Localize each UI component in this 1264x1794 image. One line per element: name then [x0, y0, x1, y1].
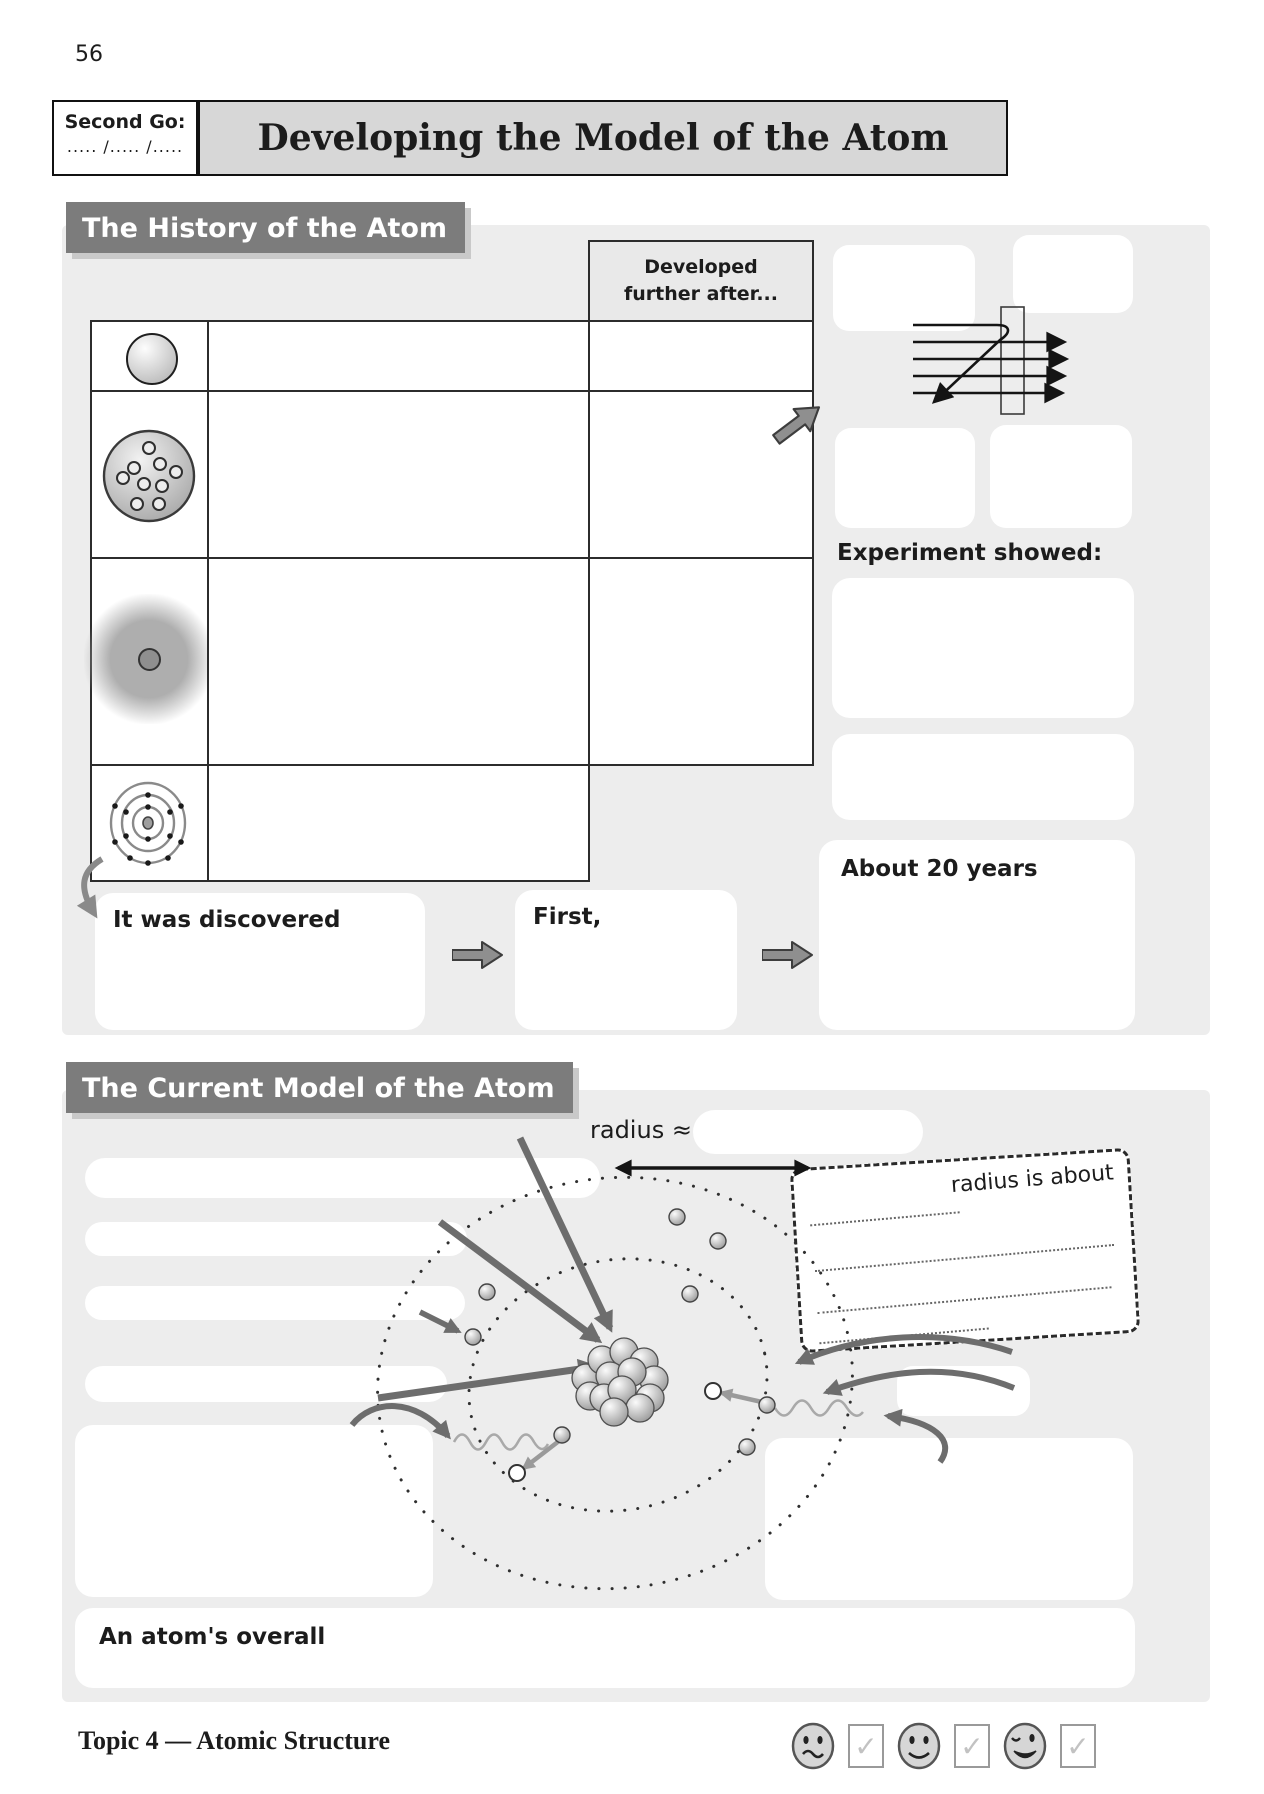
table-cell-desc-1[interactable]: [207, 320, 590, 392]
current-section-title: The Current Model of the Atom: [66, 1062, 573, 1113]
table-cell-desc-4[interactable]: [207, 764, 590, 882]
note-writing-line[interactable]: [815, 1244, 1114, 1272]
table-cell-after-2[interactable]: [588, 390, 814, 559]
experiment-showed-label: Experiment showed:: [837, 540, 1103, 566]
bottom-left-answer-box[interactable]: [75, 1425, 433, 1597]
note-writing-line[interactable]: [819, 1327, 989, 1344]
bohr-model-icon: [92, 766, 207, 880]
page-title-banner: [198, 100, 1008, 176]
nuclear-model-nucleus: [138, 648, 161, 671]
solid-sphere-model-icon: [126, 333, 178, 385]
note-writing-line[interactable]: [810, 1211, 960, 1226]
label-blank-3[interactable]: [85, 1286, 465, 1320]
answer-box-mid-right[interactable]: [990, 425, 1132, 528]
table-cell-model-1: [90, 320, 209, 392]
table-cell-after-3[interactable]: [588, 557, 814, 766]
second-go-label: Second Go:: [64, 111, 186, 133]
label-blank-1[interactable]: [85, 1158, 600, 1198]
about-20-years-label: About 20 years: [841, 856, 1038, 882]
unhappy-checkbox[interactable]: ✓: [848, 1724, 884, 1768]
flow-box-about-20-years[interactable]: [819, 840, 1135, 1030]
overall-charge-label: An atom's overall: [99, 1624, 326, 1650]
happy-checkbox[interactable]: ✓: [1060, 1724, 1096, 1768]
table-cell-desc-3[interactable]: [207, 557, 590, 766]
table-header-line1: Developed: [644, 256, 758, 279]
label-blank-2[interactable]: [85, 1222, 467, 1256]
page-number: 56: [75, 42, 103, 67]
table-cell-model-2: [90, 390, 209, 559]
note-writing-line[interactable]: [818, 1286, 1112, 1314]
label-blank-4[interactable]: [85, 1366, 447, 1402]
small-right-blank[interactable]: [897, 1366, 1030, 1416]
flow-box-discovered[interactable]: [95, 893, 425, 1030]
flow-box-discovered-label: It was discovered: [113, 907, 341, 933]
table-cell-model-4: [90, 764, 209, 882]
table-cell-after-1[interactable]: [588, 320, 814, 392]
table-cell-model-3: [90, 557, 209, 766]
flow-box-first-label: First,: [533, 904, 602, 930]
table-header-line2: further after...: [623, 283, 778, 305]
page-title: Developing the Model of the Atom: [257, 117, 949, 159]
bottom-right-answer-box[interactable]: [765, 1438, 1133, 1600]
history-section-title: The History of the Atom: [66, 202, 465, 253]
okay-checkbox[interactable]: ✓: [954, 1724, 990, 1768]
okay-face-icon[interactable]: [896, 1721, 942, 1771]
extra-answer-box[interactable]: [832, 734, 1134, 820]
radius-note-title: radius is about: [950, 1160, 1115, 1199]
flow-box-first[interactable]: [515, 890, 737, 1030]
plum-pudding-model-icon: [92, 392, 207, 557]
confidence-rating-row: [790, 1720, 1160, 1772]
unhappy-face-icon[interactable]: [790, 1721, 836, 1771]
answer-box-top-left[interactable]: [833, 245, 975, 331]
answer-box-top-right[interactable]: [1013, 235, 1133, 313]
answer-box-mid-left[interactable]: [835, 428, 975, 528]
table-cell-desc-2[interactable]: [207, 390, 590, 559]
overall-charge-box[interactable]: [75, 1608, 1135, 1688]
second-go-box: [52, 100, 198, 176]
radius-note[interactable]: [790, 1148, 1141, 1353]
footer-topic: Topic 4 — Atomic Structure: [78, 1726, 390, 1755]
second-go-date-field[interactable]: ..... /..... /.....: [66, 137, 184, 156]
radius-value-blank[interactable]: [693, 1110, 923, 1154]
happy-face-icon[interactable]: [1002, 1721, 1048, 1771]
experiment-result-box[interactable]: [832, 578, 1134, 718]
table-header-developed-further: [588, 240, 814, 322]
radius-label: radius ≈: [590, 1116, 692, 1144]
